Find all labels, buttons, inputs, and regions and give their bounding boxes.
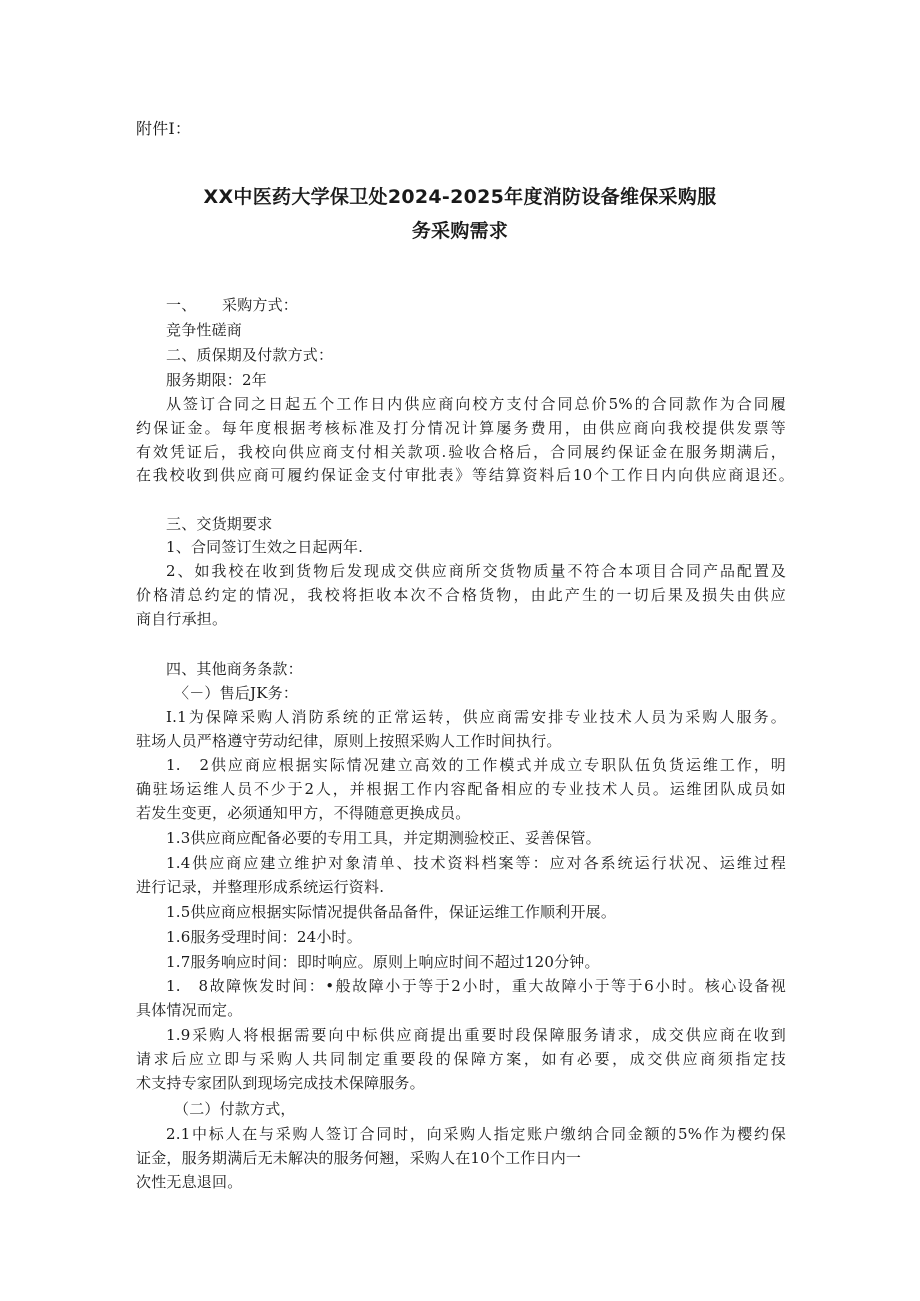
clause-1-6: 1.6服务受理时间：24小时。 [166,928,362,946]
clause-1-2-line: 若发生变更，必须通知甲方，不得随意更换成员。 [136,804,471,822]
section-2-service-term: 服务期限：2年 [166,371,267,389]
clause-1-3: 1.3供应商应配备必要的专用工具，并定期测验校正、妥善保管。 [166,829,601,847]
clause-1-2-line: 确驻场运维人员不少于2人，并根据工作内容配备相应的专业技术人员。运维团队成员如 [136,780,786,798]
section-3-item-2-line: 2、如我校在收到货物后发现成交供应商所交货物质量不符合本项目合同产品配置及 [166,562,786,580]
section-3-item-1: 1、合同签订生效之日起两年. [166,538,364,556]
clause-2-1-line: 2.1中标人在与采购人签订合同时，向采购人指定账户缴纳合同金额的5%作为樱约保 [166,1125,786,1143]
section-1-number: 一、 [166,296,197,314]
subsection-payment-heading: （二）付款方式， [174,1100,296,1118]
section-2-paragraph-line: 在我校收到供应商可履约保证金支付审批表》等结算资料后10个工作日内向供应商退还。 [136,466,794,484]
section-3-heading: 三、交货期要求 [166,515,273,533]
clause-1-1-line: I.1为保障采购人消防系统的正常运转，供应商需安排专业技术人员为采购人服务。 [166,708,786,726]
clause-1-4-line: 1.4供应商应建立维护对象清单、技术资料档案等：应对各系统运行状况、运维过程 [166,854,786,872]
clause-1-5: 1.5供应商应根据实际情况提供备品备件，保证运维工作顺利开展。 [166,903,617,921]
section-2-heading: 二、质保期及付款方式： [166,346,334,364]
clause-1-2-line: 1. 2供应商应根据实际情况建立高效的工作模式并成立专职队伍负货运维工作，明 [166,756,786,774]
section-3-item-2-line: 价格清总约定的情况，我校将拒收本次不合格货物，由此产生的一切后果及损失由供应 [136,586,786,604]
clause-1-9-line: 术支持专家团队到现场完成技术保障服务。 [136,1074,425,1092]
section-1-content: 竞争性磋商 [166,321,243,339]
section-2-paragraph-line: 约保证金。每年度根据考核标准及打分情况计算屡务费用，由供应商向我校提供发票等 [136,419,786,437]
clause-1-9-line: 1.9采购人将根据需要向中标供应商提出重要时段保障服务请求，成交供应商在收到 [166,1026,786,1044]
clause-1-1-line: 驻场人员严格遵守劳动纪律，原则上按照采购人工作时间执行。 [136,732,562,750]
clause-2-1-line: 次性无息退回。 [136,1173,243,1191]
clause-1-7: 1.7服务响应时间：即时响应。原则上响应时间不超过120分钟。 [166,953,600,971]
clause-1-9-line: 请求后应立即与采购人共同制定重要段的保障方案，如有必要，成交供应商须指定技 [136,1050,786,1068]
clause-1-4-line: 进行记录，并整理形成系统运行资料. [136,878,385,896]
section-2-paragraph-line: 从签订合同之日起五个工作日内供应商向校方支付合同总价5%的合同款作为合同履 [166,395,786,413]
subsection-after-sales-heading: 〈－）售后JK务： [174,684,299,702]
section-1-heading: 采购方式： [222,296,299,314]
clause-2-1-line: 证金，服务期满后无未解决的服务何翘，采购人在10个工作日内一 [136,1149,582,1167]
section-3-item-2-line: 商自行承担。 [136,610,228,628]
clause-1-8-line: 1. 8故障恢发时间：•般故障小于等于2小时，重大故障小于等于6小时。核心设备视 [166,977,786,995]
document-title-line-1: XX中医药大学保卫处2024-2025年度消防设备维保采购服 [203,186,717,208]
clause-1-8-line: 具体情况而定。 [136,1001,243,1019]
attachment-label: 附件I： [136,119,192,138]
section-4-heading: 四、其他商务条款： [166,660,303,678]
document-title-line-2: 务采购需求 [411,220,509,242]
section-2-paragraph-line: 有效凭证后，我校向供应商支付相关款项.验收合格后，合同展约保证金在服务期满后， [136,443,786,461]
